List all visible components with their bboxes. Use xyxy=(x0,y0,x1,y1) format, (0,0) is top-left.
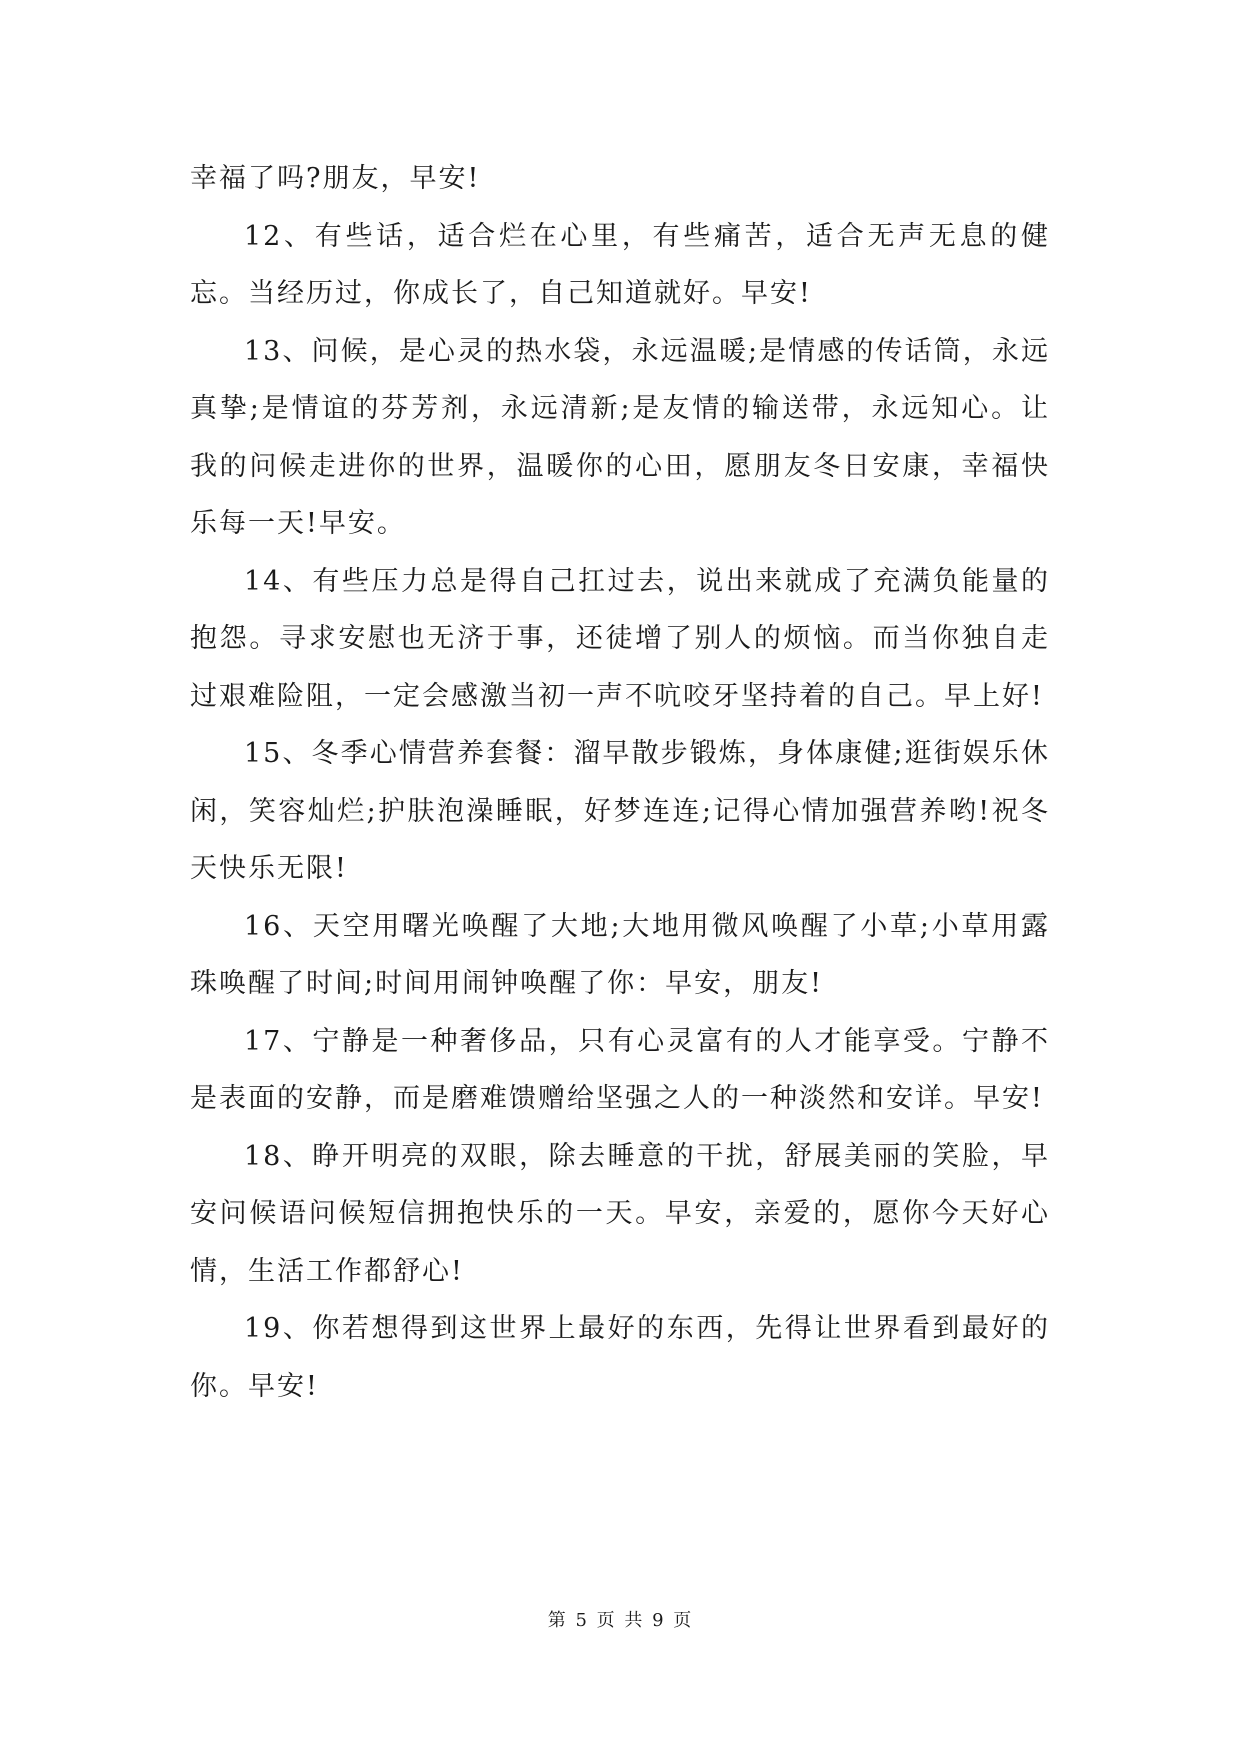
paragraph-18: 18、睁开明亮的双眼，除去睡意的干扰，舒展美丽的笑脸，早安问候语问候短信拥抱快乐的一天。早安，亲爱的，愿你今天好心情，生活工作都舒心! xyxy=(190,1140,1050,1287)
paragraph-16: 16、天空用曙光唤醒了大地;大地用微风唤醒了小草;小草用露珠唤醒了时间;时间用闹钟唤醒了你：早安，朋友! xyxy=(190,910,1050,999)
document-body xyxy=(190,150,1050,1415)
paragraph-15: 15、冬季心情营养套餐：溜早散步锻炼，身体康健;逛街娱乐休闲，笑容灿烂;护肤泡澡睡眠，好梦连连;记得心情加强营养哟!祝冬天快乐无限! xyxy=(190,738,1050,884)
paragraph-13: 13、问候，是心灵的热水袋，永远温暖;是情感的传话筒，永远真挚;是情谊的芬芳剂，永远清新;是友情的输送带，永远知心。让我的问候走进你的世界，温暖你的心田，愿朋友冬日安康，幸福快乐每一天!早安。 xyxy=(190,335,1050,539)
paragraph-17: 17、宁静是一种奢侈品，只有心灵富有的人才能享受。宁静不是表面的安静，而是磨难馈赠给坚强之人的一种淡然和安详。早安! xyxy=(190,1025,1050,1114)
paragraph-continuation: 幸福了吗?朋友，早安! xyxy=(190,163,481,194)
paragraph-12: 12、有些话，适合烂在心里，有些痛苦，适合无声无息的健忘。当经历过，你成长了，自己知道就好。早安! xyxy=(190,220,1050,309)
page-number-footer: 第 5 页 共 9 页 xyxy=(547,1610,694,1631)
paragraph-19: 19、你若想得到这世界上最好的东西，先得让世界看到最好的你。早安! xyxy=(190,1313,1050,1402)
paragraph-14: 14、有些压力总是得自己扛过去，说出来就成了充满负能量的抱怨。寻求安慰也无济于事，还徒增了别人的烦恼。而当你独自走过艰难险阻，一定会感激当初一声不吭咬牙坚持着的自己。早上好! xyxy=(190,565,1050,712)
